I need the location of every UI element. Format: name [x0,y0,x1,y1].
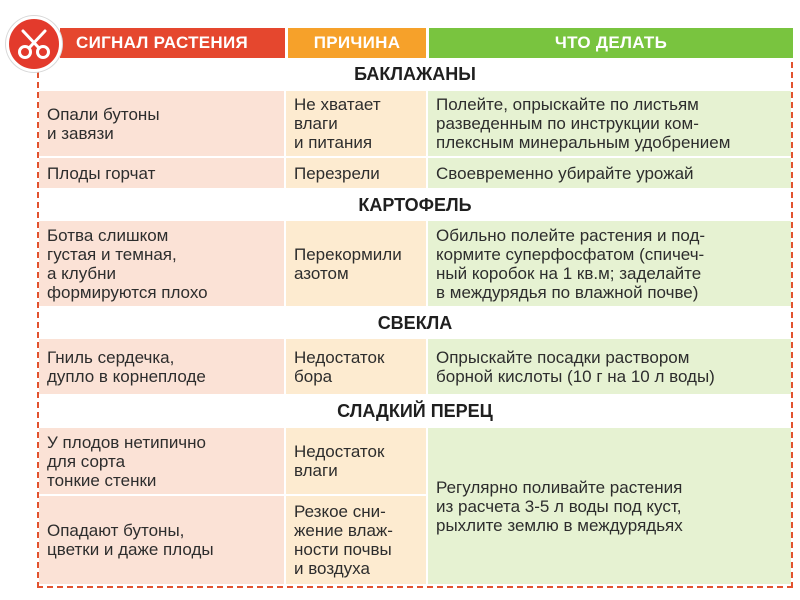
signal-cell: Плоды горчат [39,158,284,188]
section-title-potato: КАРТОФЕЛЬ [39,190,791,220]
header-cause: ПРИЧИНА [288,28,426,58]
scissors-icon [6,16,62,72]
signal-cell: Гниль сердечка, дупло в корнеплоде [39,339,284,394]
section-title-eggplant: БАКЛАЖАНЫ [39,59,791,89]
cause-cell: Недостаток влаги [286,428,426,494]
cause-cell: Перекормили азотом [286,221,426,306]
cause-cell: Не хватает влаги и питания [286,91,426,156]
cause-cell: Резкое сни- жение влаж- ности почвы и воздуха [286,496,426,584]
action-cell: Обильно полейте растения и под- кормите суперфосфатом (спичеч- ный коробок на 1 кв.м; заделайте в междурядья по влажной почве) [428,221,791,306]
cause-cell: Недостаток бора [286,339,426,394]
action-cell: Полейте, опрыскайте по листьям разведенным по инструкции ком- плексным минеральным удобрением [428,91,791,156]
action-cell: Опрыскайте посадки раствором борной кислоты (10 г на 10 л воды) [428,339,791,394]
signal-cell: Опали бутоны и завязи [39,91,284,156]
section-title-pepper: СЛАДКИЙ ПЕРЕЦ [39,396,791,426]
action-cell: Своевременно убирайте урожай [428,158,791,188]
signal-cell: Опадают бутоны, цветки и даже плоды [39,496,284,584]
action-cell-shared: Регулярно поливайте растения из расчета 3-5 л воды под куст, рыхлите землю в междурядьях [428,428,791,584]
signal-cell: У плодов нетипично для сорта тонкие стенки [39,428,284,494]
cause-cell: Перезрели [286,158,426,188]
header-action: ЧТО ДЕЛАТЬ [429,28,793,58]
signal-cell: Ботва слишком густая и темная, а клубни формируются плохо [39,221,284,306]
header-signal: СИГНАЛ РАСТЕНИЯ [60,28,285,58]
section-title-beet: СВЕКЛА [39,308,791,338]
